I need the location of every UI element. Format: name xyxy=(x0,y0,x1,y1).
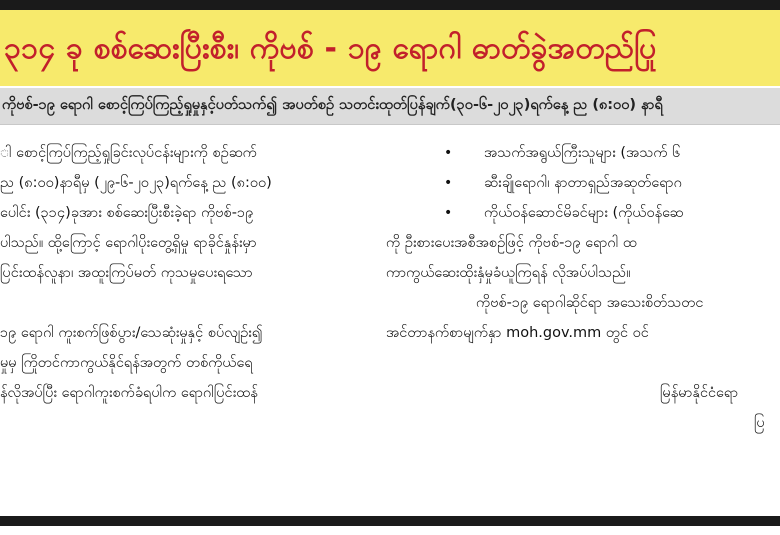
list-item xyxy=(384,168,780,198)
signature-line-2: ပြ xyxy=(754,415,765,431)
subheading-bar xyxy=(0,88,780,125)
paragraph-gap xyxy=(0,288,384,318)
headline-title: ၃၁၄ ခု စစ်ဆေးပြီးစီး၊ ကိုဗစ် - ၁၉ ရောဂါ ဓာတ်ခွဲအတည်ပြု xyxy=(4,31,657,66)
paragraph-gap xyxy=(384,348,780,378)
subheading-text: ကိုဗစ်-၁၉ ရောဂါ စောင့်ကြပ်ကြည့်ရှုမှုနှင့်ပတ်သက်၍ အပတ်စဉ် သတင်းထုတ်ပြန်ချက်(၃၀-၆-၂၀၂၃)ရက်နေ့ ည (၈:၀၀) နာရီ xyxy=(2,97,663,113)
bullet-icon: • xyxy=(444,205,453,221)
list-item xyxy=(384,198,780,228)
bottom-border-bar xyxy=(0,516,780,526)
right-line-5: ကာကွယ်ဆေးထိုးနှံမှုခံယူကြရန် လိုအပ်ပါသည်။ xyxy=(386,265,631,281)
left-line-6: ၁၉ ရောဂါ ကူးစက်ဖြစ်ပွား/သေဆုံးမှုနှင့် စပ်လျဉ်း၍ xyxy=(0,325,263,341)
bullet-icon: • xyxy=(444,175,453,191)
right-column xyxy=(384,138,780,458)
bullet-text-3: ကိုယ်ဝန်ဆောင်မိခင်များ (ကိုယ်ဝန်ဆေ xyxy=(484,205,684,221)
right-line-6: ကိုဗစ်-၁၉ ရောဂါဆိုင်ရာ အသေးစိတ်သတင xyxy=(476,295,704,311)
left-line-2: ည (၈:၀၀)နာရီမှ (၂၉-၆-၂၀၂၃)ရက်နေ့ ည (၈:၀၀) xyxy=(0,175,272,191)
left-line-3: ပေါင်း (၃၁၄)ခုအား စစ်ဆေးပြီးစီးခဲ့ရာ ကိုဗစ်-၁၉ xyxy=(0,205,254,221)
left-line-4: ပါသည်။ ထို့ကြောင့် ရောဂါပိုးတွေ့ရှိမှု ရာခိုင်နှုန်းမှာ xyxy=(0,235,257,251)
headline-banner xyxy=(0,10,780,86)
left-line-7: မှုမှ ကြိုတင်ကာကွယ်နိုင်ရန်အတွက် တစ်ကိုယ်ရေ xyxy=(0,355,253,371)
left-line-8: န်လိုအပ်ပြီး ရောဂါကူးစက်ခံရပါက ရောဂါပြင်းထန် xyxy=(0,385,258,401)
bullet-text-2: ဆီးချိုရောဂါ၊ နာတာရှည်အဆုတ်ရောဂ xyxy=(484,175,682,191)
top-border-bar xyxy=(0,0,780,10)
left-line-1: ါ စောင့်ကြပ်ကြည့်ရှုခြင်းလုပ်ငန်းများကို စဉ်ဆက် xyxy=(0,145,257,161)
bullet-icon: • xyxy=(444,145,453,161)
right-line-7: အင်တာနက်စာမျက်နှာ moh.gov.mm တွင် ဝင် xyxy=(386,325,649,341)
right-line-4: ကို ဦးစားပေးအစီအစဉ်ဖြင့် ကိုဗစ်-၁၉ ရောဂါ ထ xyxy=(386,235,637,251)
left-line-5: ပြင်းထန်လူနာ၊ အထူးကြပ်မတ် ကုသမှုပေးရသော xyxy=(0,265,253,281)
bullet-text-1: အသက်အရွယ်ကြီးသူများ (အသက် ၆ xyxy=(484,145,681,161)
list-item xyxy=(384,138,780,168)
left-column xyxy=(0,138,384,458)
signature-line-1: မြန်မာနိုင်ငံရော xyxy=(660,385,739,401)
